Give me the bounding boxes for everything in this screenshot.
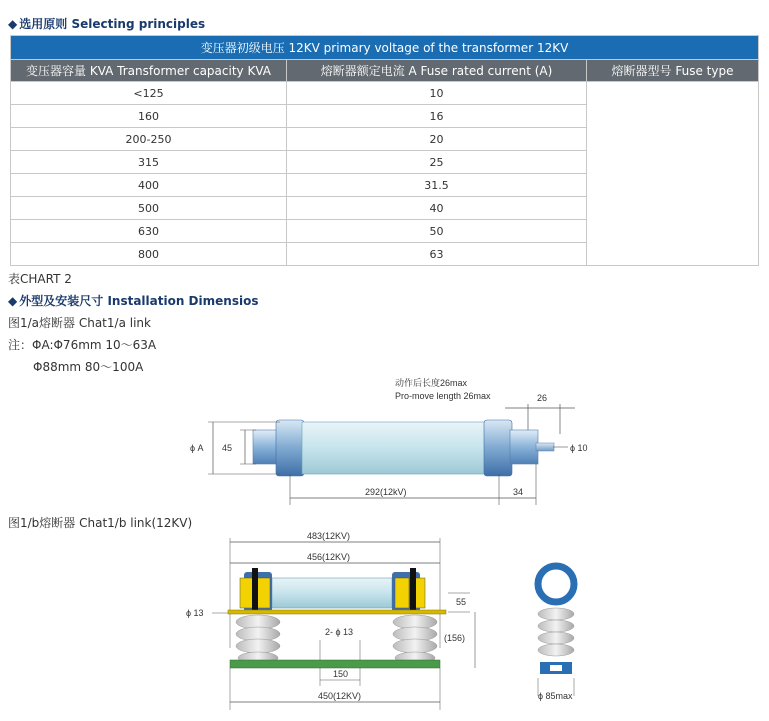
current-cell: 50 [287,220,587,243]
note-line-1: 注：ΦA:Φ76mm 10～63A [8,338,157,352]
current-cell: 10 [287,82,587,105]
current-cell: 63 [287,243,587,266]
current-cell: 25 [287,151,587,174]
pro-move-note-cn: 动作后长度26max [395,378,468,388]
section-header-selecting [8,15,205,32]
fig-a-caption: 图1/a熔断器 Chat1/a link [8,316,151,330]
dim-450: 450(12KV) [318,691,362,701]
col-header-capacity: 变压器容量 KVA Transformer capacity KVA [11,60,287,82]
pro-move-note-en: Pro-move length 26max [395,391,491,401]
capacity-cell: 200-250 [11,128,287,151]
capacity-cell: 315 [11,151,287,174]
dim-55: 55 [456,597,467,607]
section-title-en: Selecting principles [71,17,206,31]
dim-phi-a: ϕ A [190,443,204,453]
section-title-cn: 外型及安装尺寸 [19,294,104,308]
diamond-bullet-icon: ◆ [8,17,18,31]
section-title-en: Installation Dimensios [107,294,259,308]
selection-table [10,35,759,266]
dim-26: 26 [537,393,548,403]
capacity-cell: 630 [11,220,287,243]
fuse-drawing-b [0,528,769,718]
current-cell: 16 [287,105,587,128]
section-title-cn: 选用原则 [19,17,68,31]
dim-150: 150 [333,669,349,679]
current-cell: 40 [287,197,587,220]
section-header-installation [8,292,258,309]
current-cell: 20 [287,128,587,151]
dim-156: (156) [444,633,466,643]
dim-483: 483(12KV) [307,531,351,541]
capacity-cell: 800 [11,243,287,266]
dim-phi-10: ϕ 10 [570,443,588,453]
fig-b-caption: 图1/b熔断器 Chat1/b link(12KV) [8,516,193,530]
dim-phi-13: ϕ 13 [186,608,204,618]
note-line-2: Φ88mm 80～100A [33,360,144,374]
col-header-current: 熔断器额定电流 A Fuse rated current (A) [287,60,587,82]
capacity-cell: 160 [11,105,287,128]
diamond-bullet-icon: ◆ [8,294,18,308]
dim-2-phi-13: 2- ϕ 13 [325,627,354,637]
col-header-type: 熔断器型号 Fuse type [587,60,759,82]
table-row [11,82,759,105]
chart-caption: 表CHART 2 [8,272,72,286]
dim-34: 34 [513,487,524,497]
capacity-cell: <125 [11,82,287,105]
capacity-cell: 500 [11,197,287,220]
dim-45: 45 [222,443,233,453]
dim-456: 456(12KV) [307,552,351,562]
dim-292: 292(12kV) [365,487,407,497]
table-title: 变压器初级电压 12KV primary voltage of the transformer 12KV [11,36,759,60]
capacity-cell: 400 [11,174,287,197]
fuse-type-cell [587,82,759,266]
current-cell: 31.5 [287,174,587,197]
fuse-drawing-a [0,370,769,510]
dim-phi-85: ϕ 85max [538,691,573,701]
